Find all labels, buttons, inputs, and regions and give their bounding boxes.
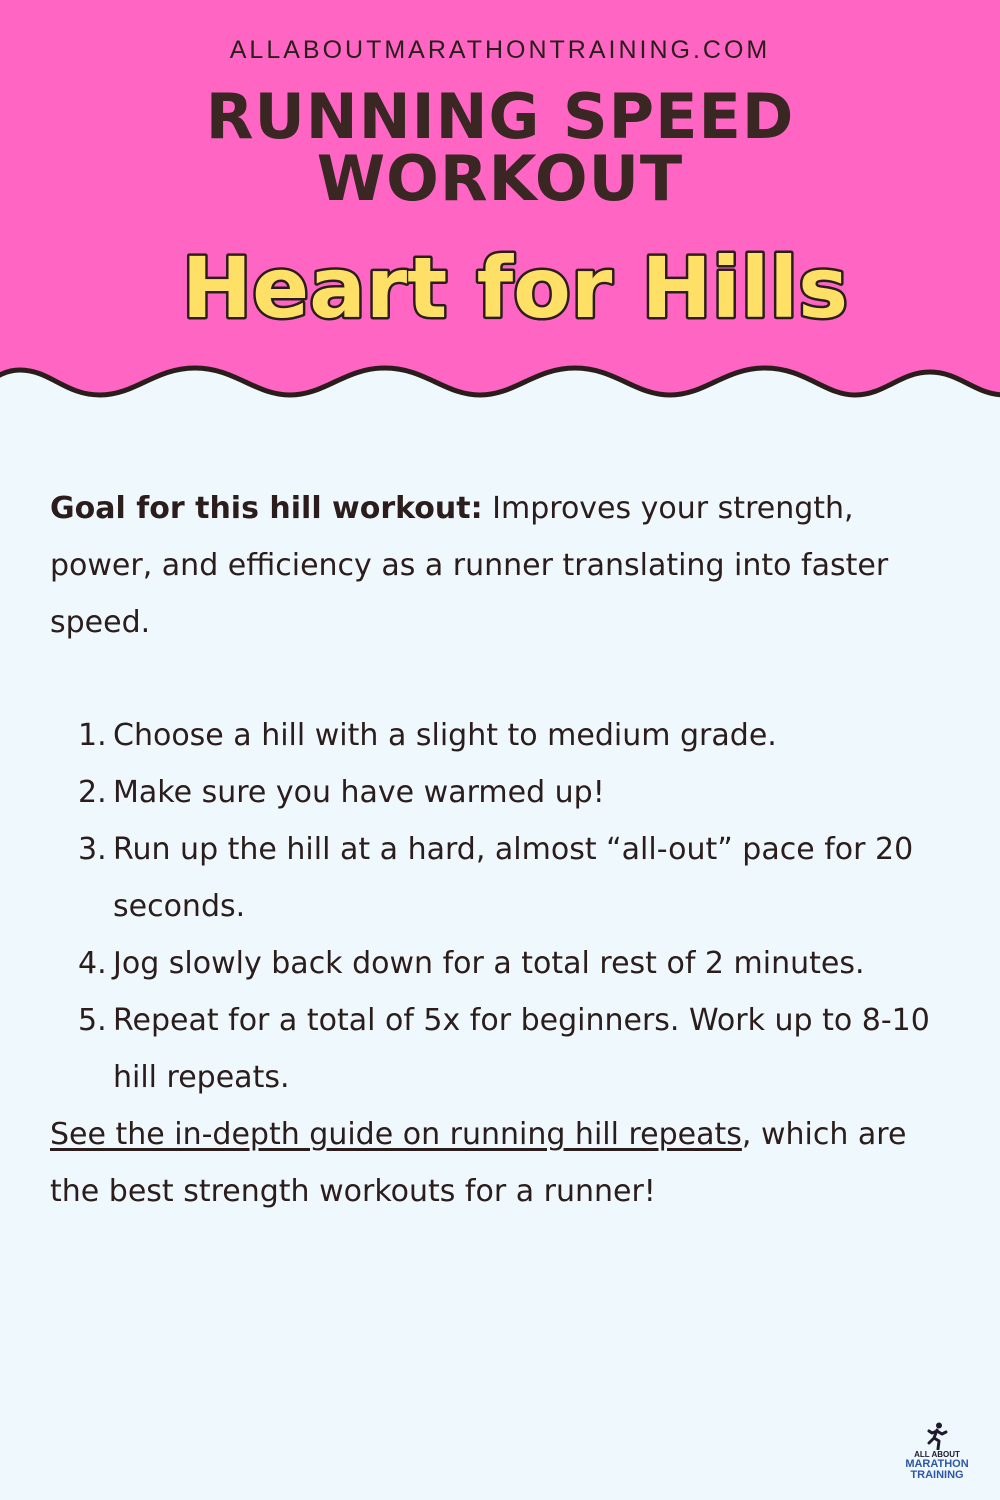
page-title: [0, 80, 1000, 215]
subtitle-text: Heart for Hills: [181, 239, 849, 337]
step-number: 4.: [78, 946, 107, 981]
site-url: ALLABOUTMARATHONTRAINING.COM: [229, 36, 771, 64]
goal-paragraph: [50, 480, 960, 651]
title-line-1: RUNNING SPEED: [205, 80, 795, 153]
step-text: Make sure you have warmed up!: [113, 775, 605, 810]
steps-list: [50, 707, 960, 1106]
logo-text-marathon: MARATHON: [905, 1458, 969, 1470]
workout-content: [50, 480, 960, 1220]
list-item: [50, 992, 960, 1106]
list-item: [50, 935, 960, 992]
list-item: [50, 764, 960, 821]
step-text: Repeat for a total of 5x for beginners. Work up to 8-10 hill repeats.: [113, 1003, 930, 1095]
header-banner: [0, 0, 1000, 420]
subtitle-heading: [0, 220, 1000, 340]
goal-label: Goal for this hill workout:: [50, 491, 483, 526]
step-number: 1.: [78, 718, 107, 753]
step-number: 5.: [78, 1003, 107, 1038]
runner-icon: [925, 1422, 949, 1450]
guide-paragraph: [50, 1106, 960, 1220]
list-item: [50, 707, 960, 764]
step-number: 2.: [78, 775, 107, 810]
logo-text-small: ALL ABOUT: [914, 1450, 960, 1459]
guide-trailing-text: , which are the best strength workouts for a runner!: [50, 1117, 907, 1209]
title-line-2: WORKOUT: [316, 142, 684, 215]
step-text: Choose a hill with a slight to medium grade.: [113, 718, 777, 753]
hill-repeats-guide-link[interactable]: See the in-depth guide on running hill repeats: [50, 1117, 742, 1152]
goal-text: Improves your strength, power, and efficiency as a runner translating into faster speed.: [50, 491, 889, 640]
list-item: [50, 821, 960, 935]
step-number: 3.: [78, 832, 107, 867]
step-text: Jog slowly back down for a total rest of 2 minutes.: [113, 946, 865, 981]
brand-logo: [897, 1422, 977, 1486]
step-text: Run up the hill at a hard, almost “all-out” pace for 20 seconds.: [113, 832, 914, 924]
logo-text-training: TRAINING: [910, 1469, 964, 1481]
